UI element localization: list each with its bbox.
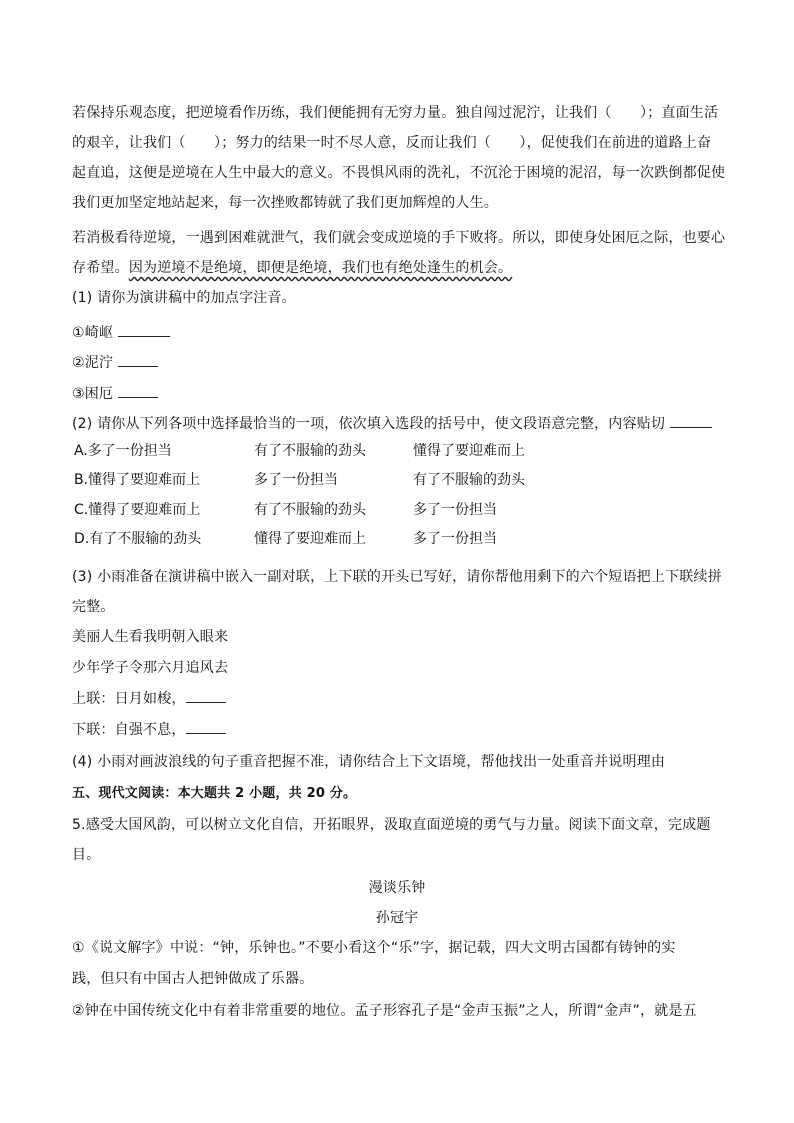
q1-item-label: ①崎岖 [72,325,114,341]
q1-item [72,383,722,405]
upper-couplet-label: 上联：日月如梭， [72,691,186,707]
passage-line: 我们更加坚定地站起来，每一次挫败都铸就了我们更加辉煌的人生。 [72,195,498,211]
passage-line: 若保持乐观态度，把逆境看作历练，我们便能拥有无穷力量。独自闯过泥泞，让我们（ ）；直面生活 [72,105,719,121]
option-phrase: 多了一份担当 [254,472,338,488]
answer-blank[interactable] [186,719,226,734]
option-label: D.有了不服输的劲头 [74,531,202,547]
option-phrase: 懂得了要迎难而上 [413,443,525,459]
option-label: A.多了一份担当 [74,443,172,459]
option-c[interactable] [72,499,722,521]
option-phrase: 多了一份担当 [413,531,497,547]
lower-couplet-label: 下联：自强不息， [72,722,186,738]
question-4-prompt: (4) 小雨对画波浪线的句子重音把握不准，请你结合上下文语境，帮他找出一处重音并说明理由 [72,754,666,770]
question-3-prompt: 完整。 [72,599,115,615]
upper-couplet [72,688,722,710]
option-phrase: 懂得了要迎难而上 [254,531,366,547]
option-phrase: 有了不服输的劲头 [254,443,366,459]
wavy-underlined-sentence: 因为逆境不是绝境，即便是绝境，我们也有绝处逢生的机会。 [128,260,513,276]
question-2-prompt [72,413,722,435]
answer-blank[interactable] [118,352,158,367]
q1-item [72,322,722,344]
lower-couplet [72,719,722,741]
answer-blank[interactable] [118,322,170,337]
article-author: 孙冠宇 [375,910,419,926]
answer-blank[interactable] [118,383,158,398]
option-label: B.懂得了要迎难而上 [74,472,201,488]
article-title: 漫谈乐钟 [368,880,426,896]
passage-line: 若消极看待逆境，一遇到困难就泄气，我们就会变成逆境的手下败将。所以，即使身处困厄之际，也要心 [72,230,726,246]
question-5-intro: 目。 [72,847,101,863]
option-phrase: 多了一份担当 [413,502,497,518]
phrase: 美丽人生看我明朝入眼来 [72,629,229,645]
q2-prompt-text: (2) 请你从下列各项中选择最恰当的一项，依次填入选段的括号中，使文段语意完整，内容贴切 [72,416,666,432]
passage-line [72,257,722,279]
phrase: 少年学子令那六月追风去 [72,660,229,676]
answer-blank[interactable] [670,413,712,428]
option-b[interactable] [72,469,722,491]
question-3-prompt: (3) 小雨准备在演讲稿中嵌入一副对联，上下联的开头已写好，请你帮他用剩下的六个短语把上下联续拼 [72,569,722,585]
article-paragraph: ②钟在中国传统文化中有着非常重要的地位。孟子形容孔子是“金声玉振”之人，所谓“金声”，就是五 [72,1003,697,1019]
option-phrase: 有了不服输的劲头 [413,472,525,488]
option-a[interactable] [72,440,722,462]
passage-text: 存希望。 [72,260,129,276]
answer-blank[interactable] [186,688,226,703]
option-d[interactable] [72,528,722,550]
article-paragraph: 践，但只有中国古人把钟做成了乐器。 [72,971,314,987]
q1-item-label: ②泥泞 [72,355,114,371]
q1-item [72,352,722,374]
option-label: C.懂得了要迎难而上 [74,502,201,518]
article-paragraph: ①《说文解字》中说：“钟，乐钟也。”不要小看这个“乐”字，据记载，四大文明古国都有铸钟的实 [72,940,676,956]
passage-line: 起直追，这便是逆境在人生中最大的意义。不畏惧风雨的洗礼，不沉沦于困境的泥沼，每一次跌倒都促使 [72,165,726,181]
q1-item-label: ③困厄 [72,386,114,402]
question-1-prompt: (1) 请你为演讲稿中的加点字注音。 [72,290,296,306]
passage-line: 的艰辛，让我们（ ）；努力的结果一时不尽人意，反而让我们（ ），促使我们在前进的道路上奋 [72,135,712,151]
section-heading: 五、现代文阅读：本大题共 2 小题，共 20 分。 [72,786,357,801]
question-5-intro: 5.感受大国风韵，可以树立文化自信，开拓眼界，汲取直面逆境的勇气与力量。阅读下面文章，完成题 [72,817,711,833]
option-phrase: 有了不服输的劲头 [254,502,366,518]
